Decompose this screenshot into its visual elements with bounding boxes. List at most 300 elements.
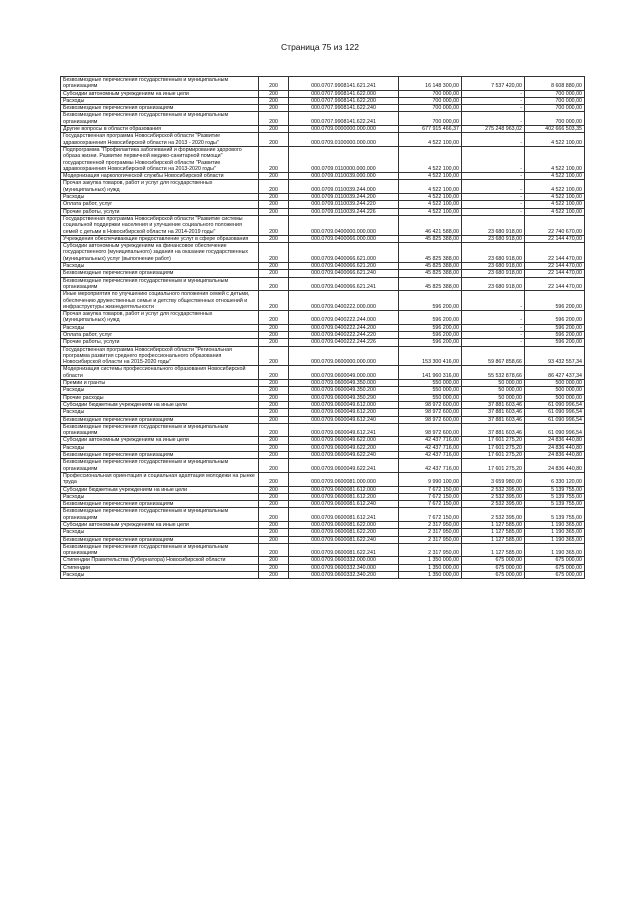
cell-name: Профессиональная ориентация и социальная адаптация молодежи на рынке труда (61, 472, 259, 486)
table-row (61, 536, 585, 543)
cell-name: Расходы (61, 387, 259, 394)
cell-approved-amount: 45 825 388,00 (399, 270, 462, 277)
cell-name: Расходы (61, 572, 259, 579)
table-row (61, 452, 585, 459)
cell-name: Другие вопросы в области образования (61, 126, 259, 133)
cell-classification-code: 000.0709.0110039.244.220 (289, 201, 399, 208)
cell-classification-code: 000.0709.0600332.000.000 (289, 557, 399, 564)
cell-executed-amount: 17 601 275,20 (462, 437, 525, 444)
cell-classification-code: 000.0709.0600081.612.240 (289, 501, 399, 508)
cell-remaining-amount: 4 522 100,00 (525, 173, 585, 180)
cell-line-code: 200 (259, 522, 289, 529)
cell-name: Безвозмездные перечисления организациям (61, 105, 259, 112)
table-row (61, 194, 585, 201)
table-row (61, 416, 585, 423)
cell-approved-amount: 4 522 100,00 (399, 194, 462, 201)
cell-executed-amount: 23 680 918,00 (462, 263, 525, 270)
cell-line-code: 200 (259, 235, 289, 242)
cell-approved-amount: 45 825 388,00 (399, 277, 462, 291)
table-row (61, 366, 585, 380)
cell-approved-amount: 700 000,00 (399, 90, 462, 97)
cell-classification-code: 000.0709.0400066.000.000 (289, 235, 399, 242)
cell-approved-amount: 141 960 316,00 (399, 366, 462, 380)
cell-line-code: 200 (259, 277, 289, 291)
cell-name: Безвозмездные перечисления государственным и муниципальным организациям (61, 112, 259, 126)
table-row (61, 331, 585, 338)
cell-line-code: 200 (259, 508, 289, 522)
table-row (61, 311, 585, 325)
cell-name: Субсидии бюджетным учреждениям на иные цели (61, 486, 259, 493)
cell-name: Прочие работы, услуги (61, 339, 259, 346)
cell-name: Стипендии (61, 564, 259, 571)
cell-executed-amount: - (462, 180, 525, 194)
cell-remaining-amount: 22 144 470,00 (525, 243, 585, 263)
table-row (61, 324, 585, 331)
cell-line-code: 200 (259, 201, 289, 208)
cell-remaining-amount: 24 836 440,80 (525, 459, 585, 473)
cell-line-code: 200 (259, 444, 289, 451)
cell-remaining-amount: 500 000,00 (525, 387, 585, 394)
table-body (61, 77, 585, 579)
cell-executed-amount: - (462, 105, 525, 112)
cell-remaining-amount: 5 139 755,00 (525, 486, 585, 493)
cell-classification-code: 000.0709.0600049.350.200 (289, 387, 399, 394)
cell-classification-code: 000.0709.0110039.244.000 (289, 180, 399, 194)
cell-executed-amount: 1 127 585,00 (462, 522, 525, 529)
cell-executed-amount: 50 000,00 (462, 394, 525, 401)
cell-remaining-amount: 22 144 470,00 (525, 263, 585, 270)
cell-classification-code: 000.0709.0100000.000.000 (289, 133, 399, 147)
cell-name: Подпрограмма "Профилактика заболеваний и формирование здорового образа жизни. Развитие первичной медико-санитарной помощи" государственной программы Новосибирской области "Развитие здравоохранения Новосибирской области на 2013-2020 годы" (61, 146, 259, 172)
cell-classification-code: 000.0709.0600049.612.000 (289, 401, 399, 408)
cell-classification-code: 000.0709.0600049.350.290 (289, 394, 399, 401)
cell-approved-amount: 98 972 600,00 (399, 423, 462, 437)
cell-approved-amount: 700 000,00 (399, 97, 462, 104)
cell-name: Прочая закупка товаров, работ и услуг для государственных (муниципальных) нужд (61, 180, 259, 194)
cell-line-code: 200 (259, 112, 289, 126)
cell-approved-amount: 42 437 716,00 (399, 459, 462, 473)
cell-classification-code: 000.0709.0600332.340.000 (289, 564, 399, 571)
cell-approved-amount: 45 825 388,00 (399, 235, 462, 242)
cell-approved-amount: 677 915 466,37 (399, 126, 462, 133)
cell-approved-amount: 550 000,00 (399, 394, 462, 401)
cell-name: Расходы (61, 529, 259, 536)
cell-remaining-amount: 22 144 470,00 (525, 270, 585, 277)
cell-approved-amount: 46 421 588,00 (399, 215, 462, 235)
cell-name: Безвозмездные перечисления организациям (61, 270, 259, 277)
cell-approved-amount: 98 972 600,00 (399, 416, 462, 423)
cell-approved-amount: 153 300 416,00 (399, 346, 462, 366)
table-row (61, 472, 585, 486)
cell-executed-amount: - (462, 339, 525, 346)
cell-line-code: 200 (259, 409, 289, 416)
cell-approved-amount: 596 200,00 (399, 291, 462, 311)
table-row (61, 423, 585, 437)
table-row (61, 409, 585, 416)
cell-remaining-amount: 1 190 365,00 (525, 522, 585, 529)
cell-executed-amount: - (462, 331, 525, 338)
cell-name: Расходы (61, 97, 259, 104)
cell-executed-amount: - (462, 201, 525, 208)
cell-line-code: 200 (259, 263, 289, 270)
table-row (61, 291, 585, 311)
cell-remaining-amount: 24 836 440,80 (525, 452, 585, 459)
cell-name: Безвозмездные перечисления организациям (61, 416, 259, 423)
cell-classification-code: 000.0709.0110039.000.000 (289, 173, 399, 180)
cell-classification-code: 000.0709.0600081.622.200 (289, 529, 399, 536)
table-row (61, 380, 585, 387)
cell-remaining-amount: 5 139 755,00 (525, 493, 585, 500)
cell-line-code: 200 (259, 133, 289, 147)
cell-remaining-amount: 4 522 100,00 (525, 146, 585, 172)
cell-name: Оплата работ, услуг (61, 331, 259, 338)
cell-name: Безвозмездные перечисления государственным и муниципальным организациям (61, 77, 259, 91)
cell-approved-amount: 42 437 716,00 (399, 444, 462, 451)
cell-remaining-amount: 4 522 100,00 (525, 208, 585, 215)
cell-line-code: 200 (259, 346, 289, 366)
table-row (61, 508, 585, 522)
table-row (61, 90, 585, 97)
table-row (61, 557, 585, 564)
cell-name: Субсидии бюджетным учреждениям на иные цели (61, 401, 259, 408)
cell-remaining-amount: 4 522 100,00 (525, 133, 585, 147)
table-row (61, 564, 585, 571)
cell-approved-amount: 98 972 600,00 (399, 409, 462, 416)
budget-execution-table (60, 76, 585, 579)
cell-remaining-amount: 4 522 100,00 (525, 201, 585, 208)
cell-remaining-amount: 1 190 365,00 (525, 543, 585, 557)
cell-approved-amount: 98 972 600,00 (399, 401, 462, 408)
cell-classification-code: 000.0709.0110000.000.000 (289, 146, 399, 172)
table-row (61, 126, 585, 133)
cell-remaining-amount: 4 522 100,00 (525, 180, 585, 194)
cell-classification-code: 000.0709.0000000.000.000 (289, 126, 399, 133)
cell-name: Безвозмездные перечисления организациям (61, 536, 259, 543)
cell-approved-amount: 4 522 100,00 (399, 180, 462, 194)
cell-remaining-amount: 24 836 440,80 (525, 444, 585, 451)
cell-line-code: 200 (259, 536, 289, 543)
table-row (61, 112, 585, 126)
cell-approved-amount: 7 672 150,00 (399, 508, 462, 522)
cell-name: Стипендии Правительства (Губернатора) Новосибирской области (61, 557, 259, 564)
cell-remaining-amount: 24 836 440,80 (525, 437, 585, 444)
cell-remaining-amount: 596 200,00 (525, 291, 585, 311)
cell-executed-amount: 59 867 858,66 (462, 346, 525, 366)
cell-classification-code: 000.0707.9908141.622.200 (289, 97, 399, 104)
cell-executed-amount: - (462, 133, 525, 147)
cell-executed-amount: 275 248 963,02 (462, 126, 525, 133)
cell-remaining-amount: 596 200,00 (525, 339, 585, 346)
cell-remaining-amount: 4 522 100,00 (525, 194, 585, 201)
cell-approved-amount: 596 200,00 (399, 324, 462, 331)
budget-table-container (60, 76, 584, 579)
table-row (61, 215, 585, 235)
cell-remaining-amount: 700 000,00 (525, 105, 585, 112)
cell-executed-amount: - (462, 194, 525, 201)
cell-name: Государственная программа Новосибирской области "Развитие системы социальной поддержки населения и улучшение социального положения семей с детьми в Новосибирской области на 2014-2019 годы" (61, 215, 259, 235)
cell-line-code: 200 (259, 146, 289, 172)
cell-approved-amount: 1 350 000,00 (399, 564, 462, 571)
cell-executed-amount: 2 532 395,00 (462, 493, 525, 500)
cell-classification-code: 000.0709.0600049.000.000 (289, 366, 399, 380)
cell-executed-amount: 17 601 275,20 (462, 444, 525, 451)
cell-classification-code: 000.0709.0600049.612.240 (289, 416, 399, 423)
cell-line-code: 200 (259, 459, 289, 473)
cell-approved-amount: 596 200,00 (399, 339, 462, 346)
cell-classification-code: 000.0709.0400000.000.000 (289, 215, 399, 235)
cell-name: Иные мероприятия по улучшению социального положения семей с детьми, обеспечению дружественных семье и детству общественных отношений и инфраструктуры жизнедеятельности (61, 291, 259, 311)
cell-remaining-amount: 675 000,00 (525, 572, 585, 579)
cell-line-code: 200 (259, 387, 289, 394)
table-row (61, 263, 585, 270)
cell-line-code: 200 (259, 324, 289, 331)
table-row (61, 394, 585, 401)
cell-remaining-amount: 675 000,00 (525, 557, 585, 564)
cell-line-code: 200 (259, 97, 289, 104)
cell-name: Безвозмездные перечисления государственным и муниципальным организациям (61, 423, 259, 437)
table-row (61, 387, 585, 394)
cell-name: Учреждения обеспечивающие предоставление услуг в сфере образования (61, 235, 259, 242)
cell-name: Расходы (61, 444, 259, 451)
cell-approved-amount: 4 522 100,00 (399, 173, 462, 180)
cell-classification-code: 000.0707.9908141.622.241 (289, 112, 399, 126)
cell-executed-amount: 37 881 603,46 (462, 423, 525, 437)
cell-name: Премии и гранты (61, 380, 259, 387)
cell-executed-amount: - (462, 146, 525, 172)
cell-remaining-amount: 596 200,00 (525, 311, 585, 325)
cell-name: Модернизация системы профессионального образования Новосибирской области (61, 366, 259, 380)
cell-remaining-amount: 700 000,00 (525, 112, 585, 126)
table-row (61, 201, 585, 208)
cell-classification-code: 000.0709.0600081.612.241 (289, 508, 399, 522)
cell-name: Расходы (61, 324, 259, 331)
cell-classification-code: 000.0709.0600049.350.000 (289, 380, 399, 387)
table-row (61, 97, 585, 104)
table-row (61, 77, 585, 91)
cell-name: Расходы (61, 493, 259, 500)
table-row (61, 437, 585, 444)
cell-remaining-amount: 5 139 755,00 (525, 501, 585, 508)
cell-remaining-amount: 86 427 437,34 (525, 366, 585, 380)
cell-executed-amount: 23 680 918,00 (462, 270, 525, 277)
cell-remaining-amount: 61 090 996,54 (525, 423, 585, 437)
cell-classification-code: 000.0709.0400066.621.200 (289, 263, 399, 270)
cell-classification-code: 000.0709.0600049.622.000 (289, 437, 399, 444)
cell-executed-amount: - (462, 173, 525, 180)
cell-executed-amount: 17 601 275,20 (462, 459, 525, 473)
cell-executed-amount: 50 000,00 (462, 387, 525, 394)
cell-remaining-amount: 1 190 365,00 (525, 536, 585, 543)
cell-executed-amount: 1 127 585,00 (462, 543, 525, 557)
table-row (61, 243, 585, 263)
table-row (61, 401, 585, 408)
cell-executed-amount: 675 000,00 (462, 572, 525, 579)
cell-line-code: 200 (259, 90, 289, 97)
cell-line-code: 200 (259, 339, 289, 346)
cell-classification-code: 000.0709.0110039.244.200 (289, 194, 399, 201)
cell-approved-amount: 700 000,00 (399, 105, 462, 112)
cell-approved-amount: 4 522 100,00 (399, 201, 462, 208)
table-row (61, 529, 585, 536)
cell-line-code: 200 (259, 291, 289, 311)
table-row (61, 133, 585, 147)
cell-approved-amount: 7 672 150,00 (399, 493, 462, 500)
cell-executed-amount: 7 537 420,00 (462, 77, 525, 91)
cell-remaining-amount: 675 000,00 (525, 564, 585, 571)
cell-line-code: 200 (259, 126, 289, 133)
cell-name: Безвозмездные перечисления организациям (61, 501, 259, 508)
cell-remaining-amount: 1 190 365,00 (525, 529, 585, 536)
cell-remaining-amount: 22 740 670,00 (525, 215, 585, 235)
cell-executed-amount: 23 680 918,00 (462, 215, 525, 235)
cell-remaining-amount: 6 330 120,00 (525, 472, 585, 486)
cell-classification-code: 000.0709.0600081.612.200 (289, 493, 399, 500)
cell-remaining-amount: 500 000,00 (525, 394, 585, 401)
cell-line-code: 200 (259, 311, 289, 325)
cell-line-code: 200 (259, 486, 289, 493)
cell-line-code: 200 (259, 437, 289, 444)
cell-executed-amount: 2 532 395,00 (462, 486, 525, 493)
cell-classification-code: 000.0709.0600081.000.000 (289, 472, 399, 486)
cell-remaining-amount: 61 090 996,54 (525, 416, 585, 423)
cell-remaining-amount: 700 000,00 (525, 97, 585, 104)
cell-line-code: 200 (259, 501, 289, 508)
cell-line-code: 200 (259, 416, 289, 423)
cell-line-code: 200 (259, 173, 289, 180)
cell-classification-code: 000.0709.0400066.621.240 (289, 270, 399, 277)
cell-executed-amount: 23 680 918,00 (462, 277, 525, 291)
cell-line-code: 200 (259, 380, 289, 387)
cell-line-code: 200 (259, 564, 289, 571)
cell-executed-amount: - (462, 208, 525, 215)
cell-classification-code: 000.0709.0600000.000.000 (289, 346, 399, 366)
cell-line-code: 200 (259, 215, 289, 235)
table-row (61, 146, 585, 172)
table-row (61, 277, 585, 291)
cell-approved-amount: 9 990 100,00 (399, 472, 462, 486)
cell-line-code: 200 (259, 472, 289, 486)
cell-name: Безвозмездные перечисления государственным и муниципальным организациям (61, 459, 259, 473)
cell-executed-amount: 17 601 275,20 (462, 452, 525, 459)
cell-name: Расходы (61, 409, 259, 416)
cell-name: Модернизация наркологической службы Новосибирской области (61, 173, 259, 180)
cell-name: Расходы (61, 194, 259, 201)
cell-classification-code: 000.0707.9908141.622.000 (289, 90, 399, 97)
cell-line-code: 200 (259, 194, 289, 201)
cell-executed-amount: 37 881 603,46 (462, 401, 525, 408)
cell-line-code: 200 (259, 105, 289, 112)
cell-executed-amount: 675 000,00 (462, 557, 525, 564)
cell-executed-amount: 23 680 918,00 (462, 243, 525, 263)
cell-line-code: 200 (259, 401, 289, 408)
cell-approved-amount: 596 200,00 (399, 331, 462, 338)
cell-classification-code: 000.0709.0600049.622.241 (289, 459, 399, 473)
cell-name: Оплата работ, услуг (61, 201, 259, 208)
cell-approved-amount: 700 000,00 (399, 112, 462, 126)
cell-line-code: 200 (259, 208, 289, 215)
cell-remaining-amount: 402 666 503,35 (525, 126, 585, 133)
cell-executed-amount: 37 881 603,46 (462, 409, 525, 416)
cell-approved-amount: 596 200,00 (399, 311, 462, 325)
cell-line-code: 200 (259, 452, 289, 459)
cell-name: Безвозмездные перечисления государственным и муниципальным организациям (61, 543, 259, 557)
table-row (61, 486, 585, 493)
cell-executed-amount: - (462, 90, 525, 97)
table-row (61, 522, 585, 529)
cell-name: Безвозмездные перечисления государственным и муниципальным организациям (61, 277, 259, 291)
cell-approved-amount: 45 825 388,00 (399, 263, 462, 270)
cell-classification-code: 000.0709.0400222.244.220 (289, 331, 399, 338)
cell-classification-code: 000.0709.0400222.244.000 (289, 311, 399, 325)
cell-approved-amount: 1 350 000,00 (399, 557, 462, 564)
cell-classification-code: 000.0707.9908141.621.241 (289, 77, 399, 91)
cell-executed-amount: 675 000,00 (462, 564, 525, 571)
cell-line-code: 200 (259, 243, 289, 263)
cell-executed-amount: - (462, 311, 525, 325)
table-row (61, 235, 585, 242)
cell-approved-amount: 42 437 716,00 (399, 452, 462, 459)
table-row (61, 208, 585, 215)
cell-executed-amount: 23 680 918,00 (462, 235, 525, 242)
cell-name: Субсидии автономным учреждениям на иные цели (61, 522, 259, 529)
cell-approved-amount: 7 672 150,00 (399, 501, 462, 508)
cell-line-code: 200 (259, 331, 289, 338)
cell-remaining-amount: 61 090 996,54 (525, 409, 585, 416)
cell-line-code: 200 (259, 557, 289, 564)
table-row (61, 493, 585, 500)
cell-executed-amount: - (462, 291, 525, 311)
cell-name: Безвозмездные перечисления организациям (61, 452, 259, 459)
cell-name: Субсидии автономным учреждениям на финансовое обеспечение государственного (муниципального) задания на оказание государственных (муниципальных) услуг (выполнение работ) (61, 243, 259, 263)
cell-remaining-amount: 22 144 470,00 (525, 277, 585, 291)
cell-approved-amount: 2 317 950,00 (399, 522, 462, 529)
cell-classification-code: 000.0709.0600081.612.000 (289, 486, 399, 493)
cell-executed-amount: 2 532 395,00 (462, 508, 525, 522)
cell-approved-amount: 7 672 150,00 (399, 486, 462, 493)
cell-classification-code: 000.0709.0600332.340.200 (289, 572, 399, 579)
cell-executed-amount: 1 127 585,00 (462, 529, 525, 536)
table-row (61, 543, 585, 557)
cell-classification-code: 000.0709.0400066.621.241 (289, 277, 399, 291)
cell-name: Государственная программа Новосибирской области "Развитие здравоохранения Новосибирской области на 2013 - 2020 годы" (61, 133, 259, 147)
cell-executed-amount: 1 127 585,00 (462, 536, 525, 543)
cell-approved-amount: 42 437 716,00 (399, 437, 462, 444)
table-row (61, 459, 585, 473)
cell-line-code: 200 (259, 423, 289, 437)
cell-name: Государственная программа Новосибирской области "Региональная программа развития среднего профессионального образования Новосибирской области на 2015-2020 годы" (61, 346, 259, 366)
table-row (61, 339, 585, 346)
cell-line-code: 200 (259, 529, 289, 536)
table-row (61, 501, 585, 508)
cell-classification-code: 000.0709.0600081.622.240 (289, 536, 399, 543)
cell-line-code: 200 (259, 394, 289, 401)
table-row (61, 444, 585, 451)
cell-classification-code: 000.0707.9908141.622.240 (289, 105, 399, 112)
table-row (61, 180, 585, 194)
cell-classification-code: 000.0709.0400222.244.226 (289, 339, 399, 346)
cell-remaining-amount: 596 200,00 (525, 331, 585, 338)
cell-remaining-amount: 500 000,00 (525, 380, 585, 387)
cell-executed-amount: - (462, 97, 525, 104)
cell-remaining-amount: 22 144 470,00 (525, 235, 585, 242)
cell-name: Прочая закупка товаров, работ и услуг для государственных (муниципальных) нужд (61, 311, 259, 325)
cell-approved-amount: 45 825 388,00 (399, 243, 462, 263)
cell-approved-amount: 1 350 000,00 (399, 572, 462, 579)
cell-remaining-amount: 61 090 996,54 (525, 401, 585, 408)
page-number-header: Страница 75 из 122 (281, 42, 359, 52)
cell-approved-amount: 550 000,00 (399, 380, 462, 387)
cell-executed-amount: - (462, 324, 525, 331)
